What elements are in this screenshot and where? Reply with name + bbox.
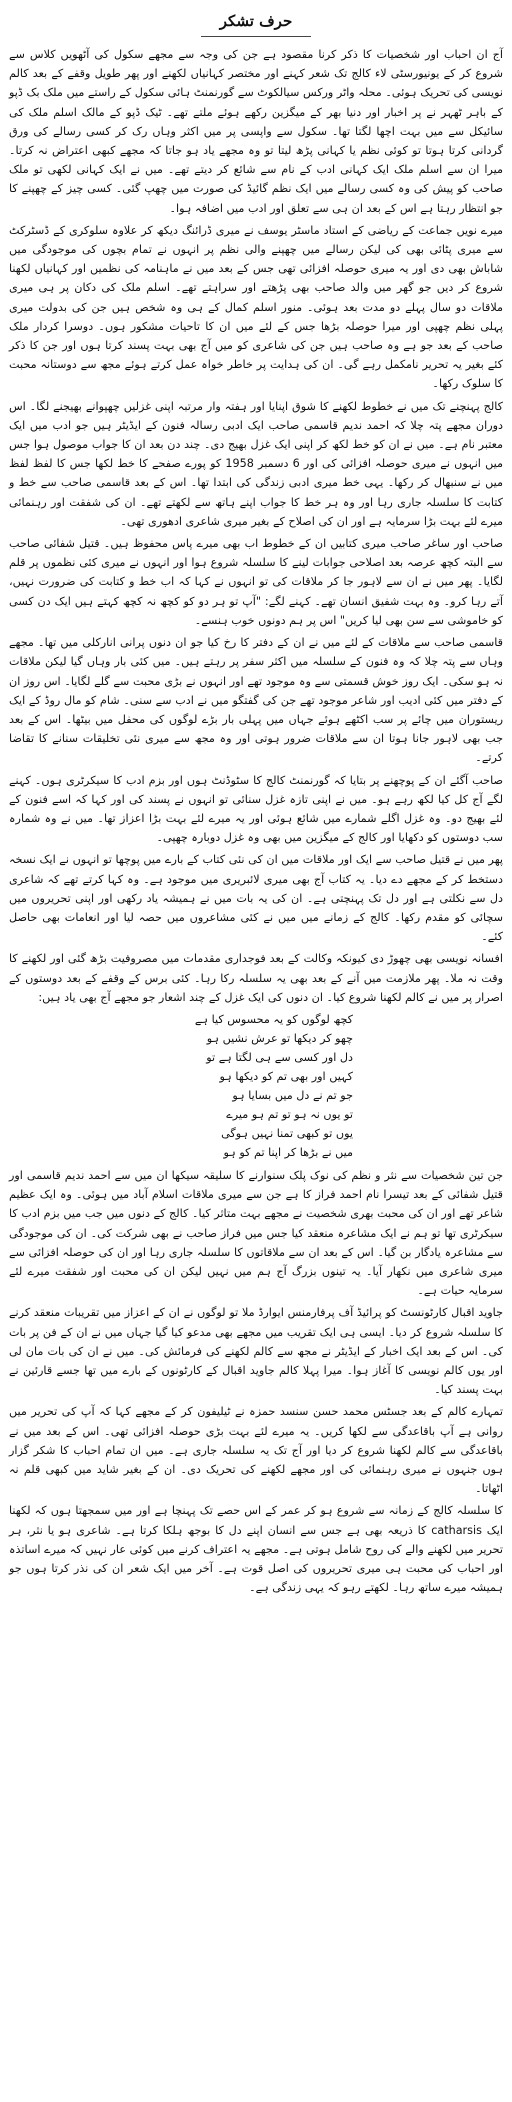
verse-line: یوں تو کبھی تمنا نہیں ہوگی — [221, 1126, 353, 1140]
title-divider — [201, 36, 311, 37]
paragraph: آج ان احباب اور شخصیات کا ذکر کرنا مقصود ہے جن کی وجہ سے مجھے سکول کی آٹھویں کلاس سے شروع کر کے یونیورسٹی لاء کالج تک شعر کہنے اور مختصر کہانیاں لکھنے اور پھر طویل وقفے کے بعد کالم نویسی کی تحریک ہوئی۔ محلہ واٹر ورکس سیالکوٹ سے گورنمنٹ ہائی سکول کے راستے میں ملک بک ڈپو کے باہر ٹھہر نے پر اخبار اور دنیا بھر کے میگزین رکھے ہوئے ملتے تھے۔ ٹیک ڈپو کے مالک اسلم ملک کی سائیکل سے میں بہت اچھا لگتا تھا۔ سکول سے واپسی پر میں اکثر وہاں رک کر کسی رسالے کی ورق گردانی کرتا ہوتا تو کوئی نظم یا کہانی پڑھ لیتا تو وہ مجھے یاد ہو جاتا کہ مجھے کبھی اعتراض نہ کرتا۔ میرا ان سے اسلم ملک ایک کہانی ادب کے نام سے شائع کر دیتے تھے۔ میں نے ایک کہانی لکھی تو ملک صاحب کو پیش کی وہ کسی رسالے میں ایک نظم گائیڈ کی صورت میں چھپ گئی۔ کسی چیز کے چھپنے کا جو انتظار رہتا ہے اس کے بعد ان ہی سے تعلق اور ادب میں اضافہ ہوا۔ — [9, 48, 503, 215]
paragraph: میرے نویں جماعت کے ریاضی کے استاد ماسٹر یوسف نے میری ڈرائنگ دیکھ کر علاوہ سلوکری کے ڈسٹرکٹ سے میری پٹائی بھی کی لیکن رسالے میں چھپنے والی نظم پر انہوں نے تمام بچوں کی موجودگی میں شاباش بھی دی اور یہ میری حوصلہ افزائی تھی جس کے بعد میں نے ماہنامہ کی نظمیں اور کہانیاں لکھنا شروع کر دیں جو گھر میں والد صاحب بھی پڑھتے اور سراہتے تھے۔ اسلم ملک کی دکان پر ہی میری ملاقات دو سال پہلے دو مدت بعد ہوئی۔ منور اسلم کمال کے ہی وہ شخص ہیں جن کی بدولت میری پہلی نظم چھپی اور میرا حوصلہ بڑھا جس کے لئے میں ان کا تاحیات مشکور ہوں۔ دوسرا کردار ملک صاحب کے بعد جو ہے وہ صاحب ہیں جن کی شاعری کو میں آج بھی بہت پسند کرتا ہوں اور جن کا ذکر کئے بغیر یہ تحریر نامکمل رہے گی۔ ان کی ہدایت پر خاطر خواہ عمل کرتے ہوئے مجھ سے دوستانہ محبت کا سلوک رکھا۔ — [9, 223, 503, 391]
paragraph: صاحب آگئے ان کے پوچھنے پر بتایا کہ گورنمنٹ کالج کا سٹوڈنٹ ہوں اور بزم ادب کا سیکرٹری ہوں۔ کہنے لگے آج کل کیا لکھ رہے ہو۔ میں نے اپنی تازہ غزل سنائی تو انہوں نے پسند کی اور کہا کہ اسے فنون کے لئے بھیج دو۔ وہ غزل اگلے شمارے میں شائع ہوئی اور یہ میرے لئے بہت بڑا اعزاز تھا۔ میں نے وہ شمارہ سب دوستوں کو دکھایا اور کالج کے میگزین میں بھی وہ غزل دوبارہ چھپی۔ — [9, 773, 503, 845]
verse-line: کہیں اور بھی تم کو دیکھا ہو — [219, 1069, 353, 1083]
paragraph: قاسمی صاحب سے ملاقات کے لئے میں نے ان کے دفتر کا رخ کیا جو ان دنوں پرانی انارکلی میں تھا۔ مجھے وہاں سے پتہ چلا کہ وہ فنون کے سلسلہ میں اکثر سفر پر رہتے ہیں۔ میں کئی بار وہاں گیا لیکن ملاقات نہ ہو سکی۔ ایک روز خوش قسمتی سے وہ موجود تھے اور انہوں نے بڑی محبت سے گلے لگایا۔ اس روز ان کے دفتر میں کئی ادیب اور شاعر موجود تھے جن کی گفتگو میں نے ادب سے سنی۔ شام کو مال روڈ کے ایک ریستوران میں چائے پر سب اکٹھے ہوئے جہاں میں پہلی بار بڑے لوگوں کی محفل میں بیٹھا۔ اس کے بعد جب بھی لاہور جانا ہوتا ان سے ملاقات ضرور ہوتی اور وہ مجھ سے میری نئی تخلیقات سنانے کا تقاضا کرتے۔ — [9, 636, 503, 765]
paragraph: پھر میں نے قتیل صاحب سے ایک اور ملاقات میں ان کی نئی کتاب کے بارے میں پوچھا تو انہوں نے ایک نسخہ دستخط کر کے مجھے دے دیا۔ یہ کتاب آج بھی میری لائبریری میں موجود ہے۔ وہ کہا کرتے تھے کہ شاعری دل سے نکلتی ہے اور دل تک پہنچتی ہے۔ ان کی یہ بات میں نے ہمیشہ یاد رکھی اور اپنی تحریروں میں سچائی کو مقدم رکھا۔ کالج کے زمانے میں میں نے کئی مشاعروں میں حصہ لیا اور انعامات بھی حاصل کئے۔ — [9, 853, 503, 944]
paragraph: کا سلسلہ کالج کے زمانہ سے شروع ہو کر عمر کے اس حصے تک پہنچا ہے اور میں سمجھتا ہوں کہ لکھنا ایک catharsis کا ذریعہ بھی ہے جس سے انسان اپنے دل کا بوجھ ہلکا کرتا ہے۔ شاعری ہو یا نثر، ہر تحریر میں لکھنے والے کی روح شامل ہوتی ہے۔ مجھے یہ اعتراف کرنے میں کوئی عار نہیں کہ میرے اساتذہ اور احباب کی محبت ہی میری تحریروں کی اصل قوت ہے۔ آخر میں ایک شعر ان کی نذر کرتا ہوں جو ہمیشہ میرے ساتھ رہا۔ لکھتے رہو کہ یہی زندگی ہے۔ — [9, 1504, 504, 1595]
article-title: حرف تشکر — [219, 12, 293, 30]
verse-line: کچھ لوگوں کو یہ محسوس کیا ہے — [194, 1012, 353, 1026]
paragraph: جاوید اقبال کارٹونسٹ کو پرائیڈ آف پرفارمنس ایوارڈ ملا تو لوگوں نے ان کے اعزاز میں تقریبات منعقد کرنے کا سلسلہ شروع کر دیا۔ ایسی ہی ایک تقریب میں مجھے بھی مدعو کیا گیا جہاں میں نے ان کے فن پر بات کی۔ اس کے بعد ایک اخبار کے ایڈیٹر نے مجھ سے کالم لکھنے کی فرمائش کی۔ میں نے ان کی بات مان لی اور یوں کالم نویسی کا آغاز ہوا۔ میرا پہلا کالم جاوید اقبال کے کارٹونوں کے بارے میں تھا جسے قارئین نے بہت پسند کیا۔ — [9, 1306, 503, 1397]
paragraph: جن تین شخصیات سے نثر و نظم کی نوک پلک سنوارنے کا سلیقہ سیکھا ان میں سے احمد ندیم قاسمی اور قتیل شفائی کے بعد تیسرا نام احمد فراز کا ہے جن سے میری ملاقات اسلام آباد میں ہوئی۔ وہ ایک عظیم شاعر تھے اور ان کی محبت بھری شخصیت نے مجھے بہت متاثر کیا۔ کالج کے دنوں میں جب میں بزم ادب کا سیکرٹری تھا تو ہم نے ایک مشاعرہ منعقد کیا جس میں فراز صاحب نے بھی شرکت کی۔ ان کی موجودگی سے مشاعرہ یادگار بن گیا۔ اس کے بعد ان سے ملاقاتوں کا سلسلہ جاری رہا اور ان کی حوصلہ افزائی سے میری شاعری میں نکھار آیا۔ یہ تینوں بزرگ آج ہم میں نہیں لیکن ان کی محبت اور شفقت میرے لئے سرمایہ حیات ہے۔ — [9, 1168, 503, 1298]
paragraph: صاحب اور ساغر صاحب میری کتابیں ان کے خطوط اب بھی میرے پاس محفوظ ہیں۔ قتیل شفائی صاحب سے البتہ کچھ عرصہ بعد اصلاحی جوابات لینے کا سلسلہ شروع ہوا اور انہوں نے میری کئی نظموں پر قلم لگایا۔ پھر میں نے ان سے لاہور جا کر ملاقات کی تو انہوں نے کہا کہ اب خط و کتابت کی ضرورت نہیں، آتے رہا کرو۔ وہ بہت شفیق انسان تھے۔ کہنے لگے: "آپ تو ہر دو کو کچھ نہ کچھ کہتے ہیں ایک دن کسی کو خاموشی سے سن بھی لیا کریں" اس پر ہم دونوں خوب ہنسے۔ — [9, 537, 503, 627]
verse-line: تو یوں نہ ہو تو تم ہو میرے — [226, 1107, 353, 1121]
poem-verse — [9, 1010, 503, 1162]
paragraph: افسانہ نویسی بھی چھوڑ دی کیونکہ وکالت کے بعد فوجداری مقدمات میں مصروفیت بڑھ گئی اور لکھنے کا وقت نہ ملا۔ پھر ملازمت میں آنے کے بعد بھی یہ سلسلہ رکا رہا۔ کئی برس کے وقفے کے بعد دوستوں کے اصرار پر میں نے کالم لکھنا شروع کیا۔ ان دنوں کی ایک غزل کے چند اشعار جو مجھے آج بھی یاد ہیں: — [9, 952, 503, 1004]
verse-line: میں نے بڑھا کر اپنا تم کو ہو — [223, 1145, 353, 1159]
verse-line: دل اور کسی سے ہی لگتا ہے تو — [206, 1050, 353, 1064]
paragraph: کالج پہنچنے تک میں نے خطوط لکھنے کا شوق اپنایا اور ہفتہ وار مرتبہ اپنی غزلیں چھپوانے بھیجنے لگا۔ اس دوران مجھے پتہ چلا کہ احمد ندیم قاسمی صاحب ایک ادبی رسالہ فنون کے ایڈیٹر ہیں جو ادب میں ایک معتبر نام ہے۔ میں نے ان کو خط لکھ کر اپنی ایک غزل بھیج دی۔ چند دن بعد ان کا جواب موصول ہوا جس میں انہوں نے میری حوصلہ افزائی کی اور 6 دسمبر 1958 کو پورے صفحے کا خط لکھا جس کا لفظ لفظ میں نے سنبھال کر رکھا۔ یہی خط میری ادبی زندگی کی ابتدا تھا۔ اس کے بعد قاسمی صاحب سے خط و کتابت کا سلسلہ جاری رہا اور وہ ہر خط کا جواب اپنے ہاتھ سے لکھتے تھے۔ ان کی شفقت اور رہنمائی میرے لئے بہت بڑا سرمایہ ہے اور ان کی اصلاح کے بغیر میری شاعری ادھوری تھی۔ — [9, 399, 503, 528]
verse-line: چھو کر دیکھا تو عرش نشیں ہو — [206, 1031, 353, 1045]
verse-line: جو تم نے دل میں بسایا ہو — [232, 1088, 353, 1102]
paragraph: تمہارے کالم کے بعد جسٹس محمد حسن سنسد حمزہ نے ٹیلیفون کر کے مجھے کہا کہ آپ کی تحریر میں روانی ہے آپ باقاعدگی سے لکھا کریں۔ یہ میرے لئے بہت بڑی حوصلہ افزائی تھی۔ اس کے بعد میں نے باقاعدگی سے کالم لکھنا شروع کر دیا اور آج تک یہ سلسلہ جاری ہے۔ میں ان تمام احباب کا شکر گزار ہوں جنہوں نے میری رہنمائی کی اور مجھے لکھنے کی تحریک دی۔ ان کے بغیر شاید میں کبھی قلم نہ اٹھاتا۔ — [9, 1405, 503, 1496]
